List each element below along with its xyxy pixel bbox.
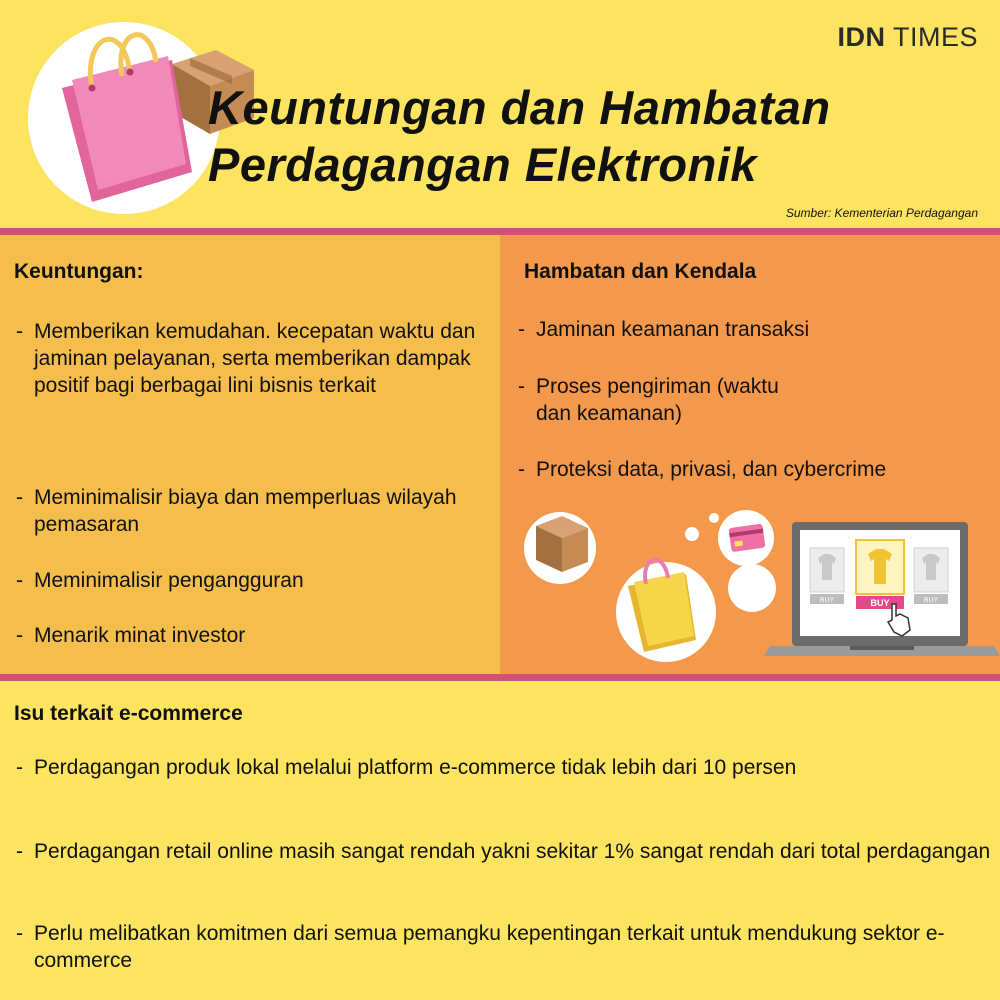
buy-label-right: BUY: [923, 597, 939, 604]
barrier-item: - Proses pengiriman (waktu dan keamanan): [518, 375, 779, 425]
advantage-item: - Memberikan kemudahan. kecepatan waktu dan jaminan pelayanan, serta memberikan dampak positif bagi berbagai lini bisnis terkait: [16, 320, 476, 397]
laptop-icon: [764, 522, 1000, 656]
barriers-title: Hambatan dan Kendala: [524, 260, 757, 283]
barrier-item: - Proteksi data, privasi, dan cybercrime: [518, 458, 887, 481]
source-note: Sumber: Kementerian Perdagangan: [785, 206, 978, 220]
issue-item: - Perdagangan retail online masih sangat rendah yakni sekitar 1% sangat rendah dari total perdagangan: [16, 840, 991, 863]
advantages-panel: [0, 235, 500, 674]
bubble-circle: [685, 527, 699, 541]
divider-stripe-middle: [0, 674, 1000, 681]
advantage-item: - Meminimalisir pengangguran: [16, 569, 304, 592]
credit-card-icon: [728, 524, 765, 552]
barrier-item: - Jaminan keamanan transaksi: [518, 318, 810, 341]
bubble-circle: [709, 513, 719, 523]
advantage-item: - Menarik minat investor: [16, 624, 246, 647]
brand-logo: IDN TIMES: [837, 22, 978, 52]
bubble-circle: [728, 564, 776, 612]
issue-item: - Perdagangan produk lokal melalui platform e-commerce tidak lebih dari 10 persen: [16, 756, 797, 779]
divider-stripe-top: [0, 228, 1000, 235]
page-title-line-1: Keuntungan dan Hambatan: [208, 81, 831, 134]
issue-item: - Perlu melibatkan komitmen dari semua pemangku kepentingan terkait untuk mendukung sektor e-commerce: [16, 922, 945, 972]
issues-title: Isu terkait e-commerce: [14, 702, 243, 725]
ecommerce-illustration: [500, 500, 1000, 674]
buy-label-center: BUY: [870, 598, 890, 608]
advantages-title: Keuntungan:: [14, 260, 144, 283]
page-title-line-2: Perdagangan Elektronik: [208, 138, 758, 191]
package-box-icon: [536, 516, 588, 572]
buy-label-left: BUY: [819, 597, 835, 604]
advantage-item: - Meminimalisir biaya dan memperluas wilayah pemasaran: [16, 486, 457, 536]
